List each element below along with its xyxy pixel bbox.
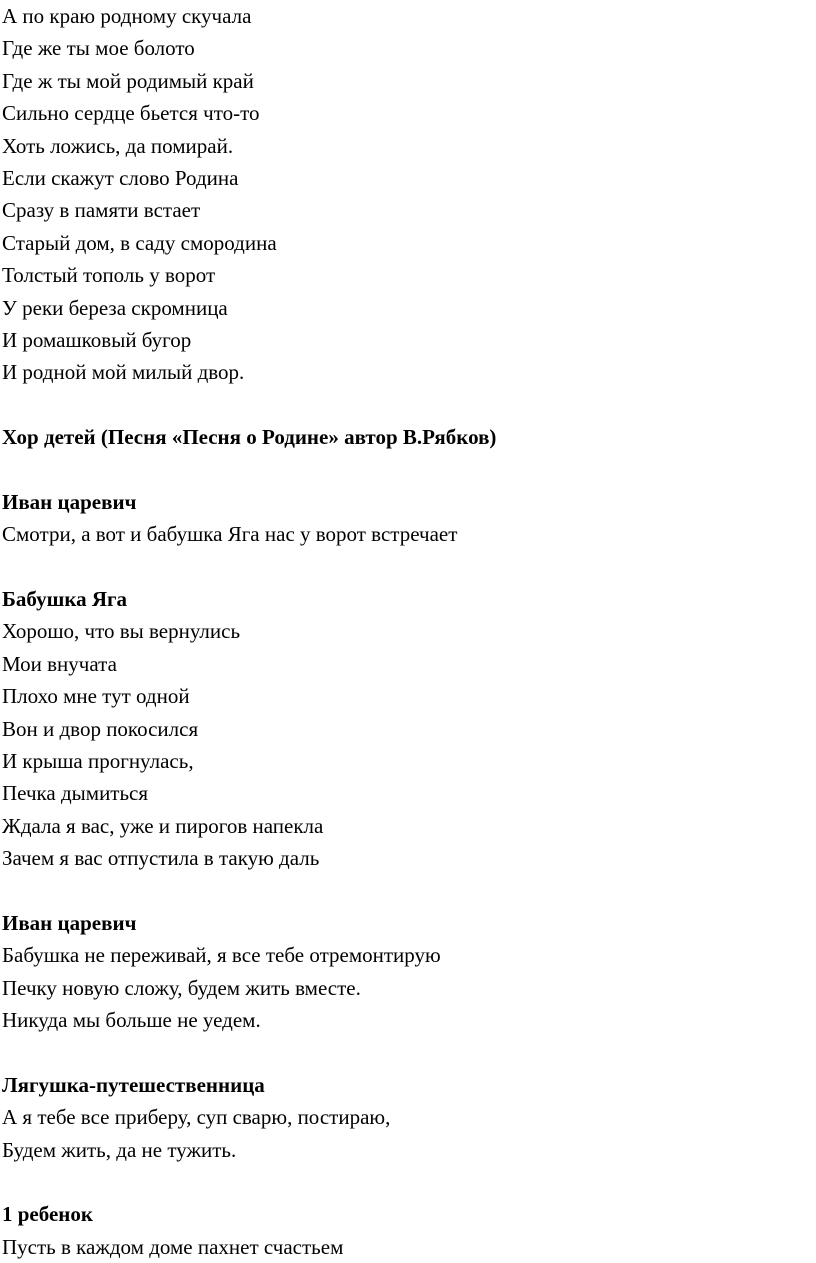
blank-line <box>2 389 812 421</box>
dialogue-line: Вон и двор покосился <box>2 716 199 741</box>
speaker-name: 1 ребенок <box>2 1202 93 1227</box>
blank-line <box>2 875 812 907</box>
verse-line: И родной мой милый двор. <box>2 360 245 385</box>
dialogue-line: И крыша прогнулась, <box>2 748 194 773</box>
verse-line: Где ж ты мой родимый край <box>2 68 254 93</box>
verse-line: И ромашковый бугор <box>2 327 192 352</box>
verse-line: Сразу в памяти встает <box>2 198 201 223</box>
document-page <box>2 0 812 1263</box>
choir-heading: Хор детей (Песня «Песня о Родине» автор В.Рябков) <box>2 425 497 450</box>
dialogue-block <box>2 583 812 875</box>
dialogue-line: Смотри, а вот и бабушка Яга нас у ворот встречает <box>2 522 458 547</box>
dialogue-line: Будем жить, да не тужить. <box>2 1137 237 1162</box>
verse-line: Толстый тополь у ворот <box>2 263 216 288</box>
speaker-name: Иван царевич <box>2 910 137 935</box>
verse-line: Сильно сердце бьется что-то <box>2 101 260 126</box>
blank-line <box>2 551 812 583</box>
dialogue-block <box>2 1069 812 1166</box>
verse-line: У реки береза скромница <box>2 295 228 320</box>
dialogue-block <box>2 1198 812 1263</box>
dialogue-line: Никуда мы больше не уедем. <box>2 1008 261 1033</box>
dialogue-line: Печка дымиться <box>2 781 149 806</box>
dialogue-line: Мои внучата <box>2 651 117 676</box>
blank-line <box>2 453 812 485</box>
dialogue-line: Ждала я вас, уже и пирогов напекла <box>2 813 324 838</box>
blank-line <box>2 1166 812 1198</box>
dialogue-line: Пусть в каждом доме пахнет счастьем <box>2 1234 344 1259</box>
speaker-name: Бабушка Яга <box>2 587 128 612</box>
dialogue-line: Хорошо, что вы вернулись <box>2 619 241 644</box>
speaker-name: Лягушка-путешественница <box>2 1072 265 1097</box>
verse-block <box>2 0 812 389</box>
verse-line: Если скажут слово Родина <box>2 165 239 190</box>
dialogue-block <box>2 486 812 551</box>
dialogue-line: А я тебе все приберу, суп сварю, постираю, <box>2 1105 391 1130</box>
blank-line <box>2 1037 812 1069</box>
verse-line: Где же ты мое болото <box>2 36 195 61</box>
verse-line: Старый дом, в саду смородина <box>2 230 277 255</box>
dialogue-line: Печку новую сложу, будем жить вместе. <box>2 975 361 1000</box>
dialogue-block <box>2 907 812 1037</box>
dialogue-line: Бабушка не переживай, я все тебе отремонтирую <box>2 943 441 968</box>
speaker-name: Иван царевич <box>2 489 137 514</box>
verse-line: Хоть ложись, да помирай. <box>2 133 234 158</box>
verse-line: А по краю родному скучала <box>2 4 252 28</box>
dialogue-line: Зачем я вас отпустила в такую даль <box>2 846 320 871</box>
dialogue-line: Плохо мне тут одной <box>2 684 190 709</box>
